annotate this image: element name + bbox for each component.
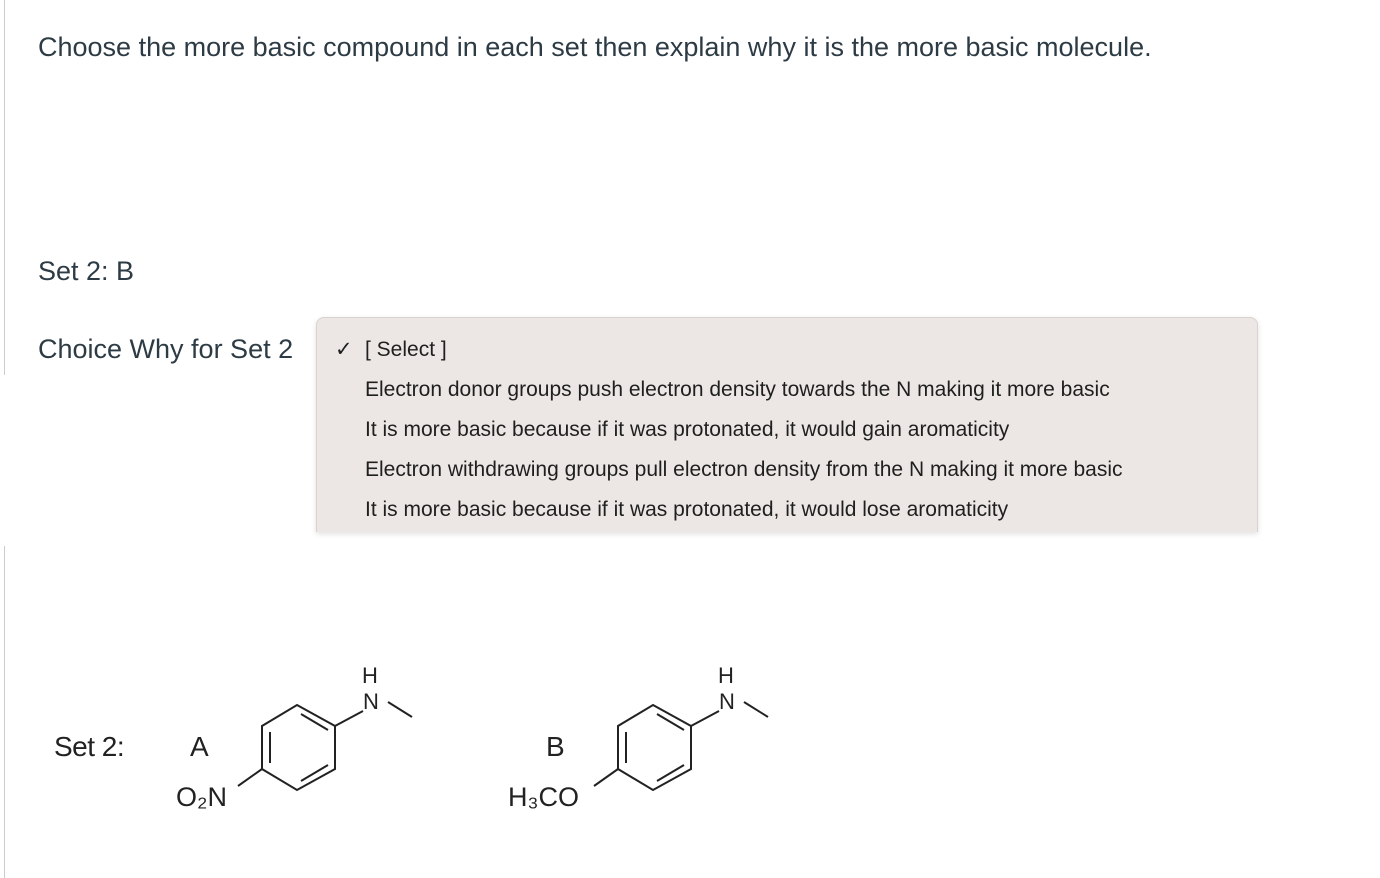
- molecule-structures: [0, 600, 1380, 878]
- compound-b-substituent: H₃CO: [508, 782, 579, 812]
- compound-a-substituent: O₂N: [176, 782, 227, 812]
- dropdown-option-donor[interactable]: Electron donor groups push electron density towards the N making it more basic: [365, 378, 1110, 401]
- compound-a-amine-n: N: [363, 689, 379, 714]
- compound-b-structure: [594, 702, 768, 790]
- dropdown-option-gain-aromaticity[interactable]: It is more basic because if it was protonated, it would gain aromaticity: [365, 418, 1010, 441]
- compound-a-structure: [238, 702, 412, 790]
- set-answer-text: Set 2: B: [38, 256, 135, 286]
- dropdown-option-lose-aromaticity[interactable]: It is more basic because if it was protonated, it would lose aromaticity: [365, 498, 1009, 521]
- compound-b-amine-h: H: [718, 663, 734, 688]
- dropdown-option-withdrawing[interactable]: Electron withdrawing groups pull electron density from the N making it more basic: [365, 458, 1123, 481]
- compound-b-letter: B: [546, 731, 565, 762]
- reason-dropdown-menu[interactable]: [316, 317, 1258, 532]
- compound-a-amine-h: H: [362, 663, 378, 688]
- compound-a-letter: A: [190, 731, 209, 762]
- choice-why-label: Choice Why for Set 2: [38, 334, 294, 364]
- figure-set-label: Set 2:: [54, 731, 125, 762]
- compound-b-amine-n: N: [719, 689, 735, 714]
- dropdown-option-select[interactable]: [ Select ]: [365, 338, 447, 361]
- question-prompt: Choose the more basic compound in each set then explain why it is the more basic molecule.: [38, 32, 1152, 62]
- checkmark-icon: ✓: [335, 338, 353, 361]
- left-border: [4, 0, 5, 375]
